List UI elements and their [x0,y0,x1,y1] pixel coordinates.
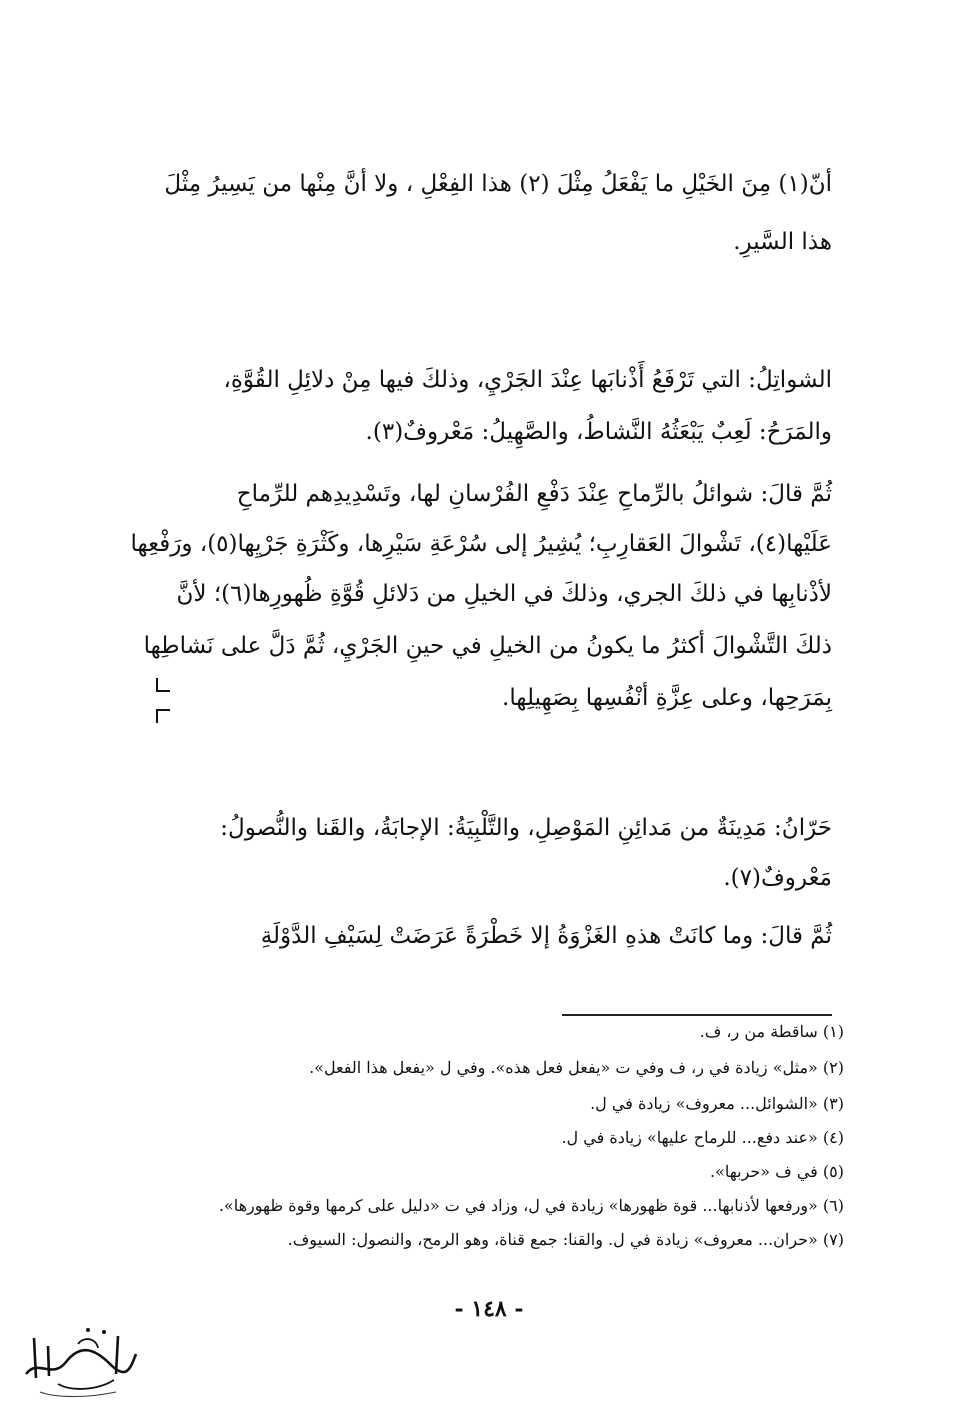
text-line: حَرّانُ: مَدِينَةٌ من مَدائِنِ المَوْصِلِ، والتَّلْبِيَةُ: الإجابَةُ، والقَنا والنُّصولُ: [220,815,832,841]
footnote-7: (٧) «حران... معروف» زيادة في ل. والقنا: جمع قناة، وهو الرمح، والنصول: السيوف. [287,1230,844,1249]
footnote-1: (١) ساقطة من ر، ف. [699,1022,844,1041]
footnote-6: (٦) «ورفعها لأذنابها... قوة ظهورها» زيادة في ل، وزاد في ت «دليل على كرمها وقوة ظهورها». [218,1196,844,1215]
text-line: أنّ(١) مِنَ الخَيْلِ ما يَفْعَلُ مِثْلَ (٢) هذا الفِعْلِ ، ولا أنَّ مِنْها من يَسِيرُ مِثْلَ [164,171,832,197]
footnote-5: (٥) في ف «حربها». [710,1162,844,1181]
section-end-mark [156,678,170,692]
text-line: ثُمَّ قالَ: شوائلُ بالرِّماحِ عِنْدَ دَفْعِ الفُرْسانِ لها، وتَسْدِيدِهم للرِّماحِ [236,481,832,507]
page-number: - ١٤٨ - [454,1296,524,1322]
text-line: ذلكَ التَّشْوالَ أكثرُ ما يكونُ من الخيلِ في حينِ الجَرْيِ، ثُمَّ دَلَّ على نَشاطِها [143,633,832,659]
footnote-2: (٢) «مثل» زيادة في ر، ف وفي ت «يفعل فعل هذه». وفي ل «يفعل هذا الفعل». [309,1058,844,1077]
text-line: بِمَرَحِها، وعلى عِزَّةِ أنْفُسِها بِصَهِيلِها. [502,685,832,711]
section-start-mark [156,709,170,723]
footnote-divider [562,1014,832,1016]
text-line: عَلَيْها(٤)، تَشْوالَ العَقارِبِ؛ يُشِيرُ إلى سُرْعَةِ سَيْرِها، وكَثْرَةِ جَرْيِها(٥)، ورَفْعِها [130,531,832,557]
text-line: مَعْروفٌ(٧). [723,865,832,891]
text-line: لأذْنابِها في ذلكَ الجري، وذلكَ في الخيلِ من دَلائلِ قُوَّةِ ظُهورِها(٦)؛ لأنَّ [176,581,832,607]
footnote-4: (٤) «عند دفع... للرماح عليها» زيادة في ل. [561,1128,844,1147]
text-line: والمَرَحُ: لَعِبٌ يَبْعَثُهُ النَّشاطُ، والصَّهِيلُ: مَعْروفٌ(٣). [365,419,832,445]
text-line: هذا السَّيرِ. [733,229,832,255]
footnote-3: (٣) «الشوائل... معروف» زيادة في ل. [590,1094,844,1113]
text-line: ثُمَّ قالَ: وما كانَتْ هذهِ الغَزْوَةُ إلا خَطْرَةً عَرَضَتْ لِسَيْفِ الدَّوْلَةِ [260,923,832,949]
text-line: الشواتِلُ: التي تَرْفَعُ أَذْنابَها عِنْدَ الجَرْيِ، وذلكَ فيها مِنْ دلائِلِ القُوَّةِ، [223,367,832,393]
calligraphy-logo-icon [18,1318,142,1404]
